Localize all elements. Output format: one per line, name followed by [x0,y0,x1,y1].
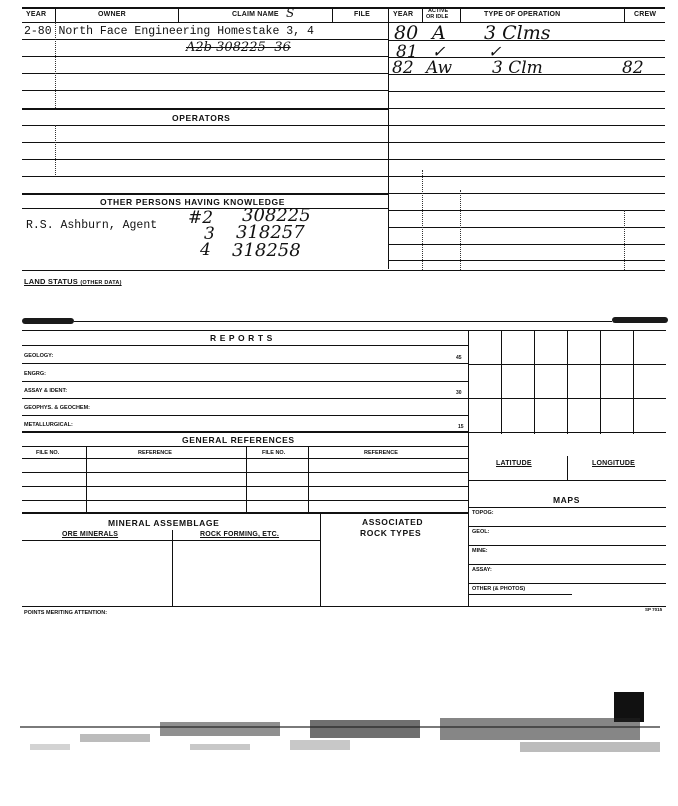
header-claim-name: CLAIM NAME [232,11,279,18]
op-type-82: 3 Clm [492,58,543,78]
mineral-assemblage-title: MINERAL ASSEMBLAGE [108,518,220,528]
header-crew: CREW [634,11,657,18]
report-assay-num: 30 [456,390,462,396]
associated-label: ASSOCIATED [362,517,424,527]
latitude-label: LATITUDE [496,460,532,467]
header-file: FILE [354,11,370,18]
agent-name: R.S. Ashburn, Agent [26,219,158,232]
op-status-81: ✓ [432,42,446,61]
points-meriting-label: POINTS MERITING ATTENTION: [24,610,108,616]
header-year-2: YEAR [393,11,414,18]
op-year-80: 80 [394,22,419,44]
claim-value-2: 308225 [242,205,311,226]
op-year-82: 82 [392,58,414,78]
gr-col-file-no-2: FILE NO. [262,450,286,456]
land-status-label [24,277,122,286]
map-mine: MINE: [472,548,488,554]
land-status-sub: (OTHER DATA) [80,280,122,286]
gr-col-reference-2: REFERENCE [364,450,398,456]
form-number: SP 7015 [645,607,663,612]
report-geology: GEOLOGY: [24,353,54,359]
rock-forming-label: ROCK FORMING, ETC. [200,531,280,538]
header-active: ACTIVE [428,8,449,14]
owner-struck-entry: A2b 308225 -36 [186,40,291,55]
op-status-82: Aw [426,58,453,78]
operators-label: OPERATORS [172,113,231,123]
report-geophys: GEOPHYS. & GEOCHEM: [24,405,91,411]
other-persons-label: OTHER PERSONS HAVING KNOWLEDGE [100,197,286,207]
op-type-80: 3 Clms [484,22,551,44]
map-topog: TOPOG: [472,510,494,516]
header-year: YEAR [26,11,47,18]
owner-entry: 2-80 North Face Engineering Homestake 3, 4 [24,25,314,38]
gr-col-file-no-1: FILE NO. [36,450,60,456]
reports-title: R E P O R T S [210,333,273,343]
claim-no-3: 3 [204,224,215,244]
claim-name-mark: S [286,6,295,20]
op-status-80: A [432,22,446,44]
op-type-81: ✓ [488,42,502,61]
map-other: OTHER (& PHOTOS) [472,586,526,592]
claim-no-4: 4 [200,240,211,260]
rock-types-label: ROCK TYPES [360,528,422,538]
map-geol: GEOL: [472,529,490,535]
gr-col-reference-1: REFERENCE [138,450,172,456]
claim-value-4: 318258 [232,240,301,261]
report-metallurgical: METALLURGICAL: [24,422,73,428]
claim-no-2: #2 [188,208,214,228]
op-year-81: 81 [396,42,418,62]
general-references-title: GENERAL REFERENCES [182,435,295,445]
report-metallurgical-num: 15 [458,424,464,430]
land-status-text: LAND STATUS [24,277,79,286]
maps-title: MAPS [553,495,580,505]
header-owner: OWNER [98,11,126,18]
header-or-idle: OR IDLE [426,14,449,20]
claim-value-3: 318257 [236,222,305,243]
map-assay: ASSAY: [472,567,492,573]
ore-minerals-label: ORE MINERALS [62,531,119,538]
op-crew-82: 82 [622,58,644,78]
report-geology-num: 45 [456,355,462,361]
report-assay: ASSAY & IDENT: [24,388,68,394]
longitude-label: LONGITUDE [592,460,636,467]
report-engrg: ENGRG: [24,371,46,377]
header-type-of-operation: TYPE OF OPERATION [484,11,561,18]
